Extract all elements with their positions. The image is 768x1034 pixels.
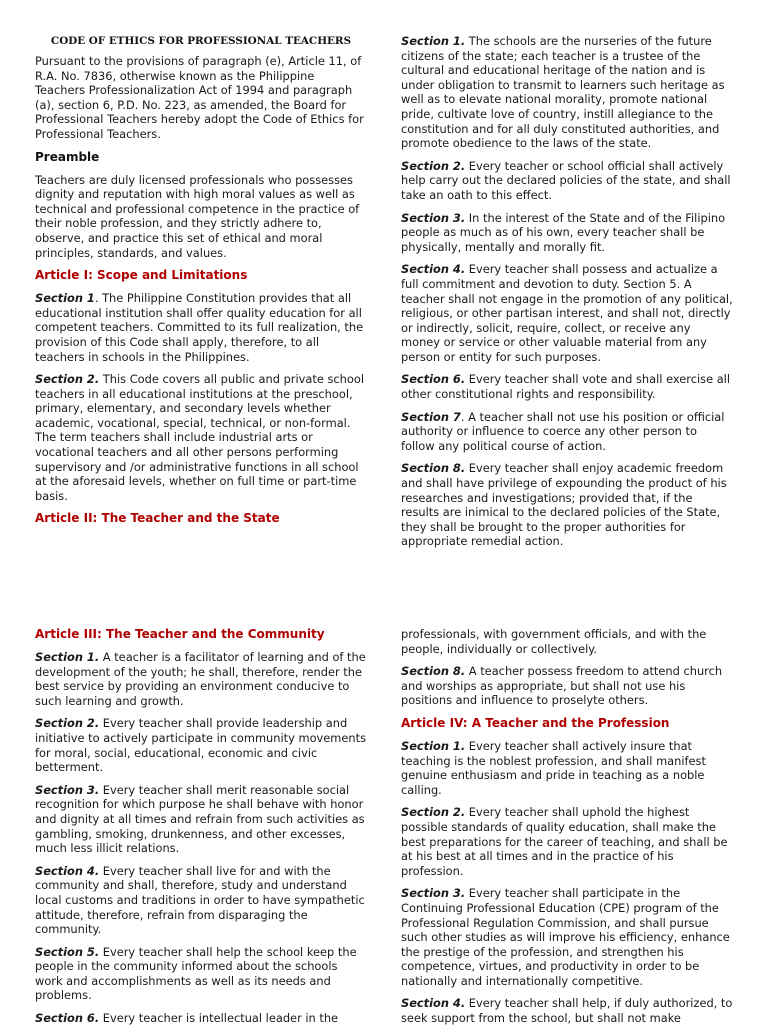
article-3-section-3 (35, 783, 367, 856)
section-text: Every teacher shall provide leadership and initiative to actively participate in community movements for moral, social, educational, economic and civic betterment. (35, 716, 367, 775)
article-1-section-1 (35, 291, 367, 364)
section-label: Section 6. (35, 1011, 100, 1026)
preamble-heading: Preamble (35, 149, 100, 164)
section-label: Section 1 (35, 291, 95, 306)
column-bottom-left (35, 627, 367, 1034)
section-label: Section 7 (401, 409, 461, 424)
article-4-heading: Article IV: A Teacher and the Profession (401, 715, 670, 730)
section-text: In the interest of the State and of the Filipino people as much as of his own, every teacher shall be physically, mentally and morally fit. (401, 210, 726, 254)
article-4-section-3 (401, 886, 733, 988)
column-top-right (401, 34, 733, 557)
article-2-section-8 (401, 461, 733, 549)
section-label: Section 1. (35, 650, 100, 664)
section-label: Section 8. (401, 664, 466, 679)
section-label: Section 4. (35, 863, 100, 878)
section-label: Section 1. (401, 738, 466, 753)
section-text: . A teacher shall not use his position or official authority or influence to coerce any other person to follow any political course of action. (401, 409, 725, 453)
article-4-section-2 (401, 805, 733, 878)
section-text: A teacher is a facilitator of learning and of the development of the youth; he shall, therefore, render the best service by providing an environment conducive to such learning and growth. (35, 650, 366, 708)
section-text: Every teacher shall help the school keep the people in the community informed about the schools work and accomplishments as well as its needs and problems. (35, 944, 357, 1003)
article-3-section-2 (35, 716, 367, 774)
preamble-text: Teachers are duly licensed professionals who possesses dignity and reputation with high moral values as well as technical and professional competence in the practice of their noble profession, and they strictly adhere to, observe, and practice this set of ethical and moral principles, standards, and values. (35, 172, 360, 260)
section-text: Every teacher or school official shall actively help carry out the declared policies of the state, and shall take an oath to this effect. (401, 158, 731, 202)
section-text: Every teacher shall enjoy academic freedom and shall have privilege of expounding the product of his researches and investigations; provided that, if the results are inimical to the declared policies of the State, they shall be brought to the proper authorities for appropriate remedial action. (401, 461, 727, 549)
section-label: Section 3. (35, 782, 100, 797)
article-3-section-1 (35, 650, 367, 708)
article-2-section-2 (401, 159, 733, 203)
article-1-heading: Article I: Scope and Limitations (35, 268, 248, 283)
section-label: Section 4. (401, 262, 466, 277)
article-1-section-2 (35, 372, 367, 503)
article-2-section-1 (401, 34, 733, 151)
section-label: Section 5. (35, 944, 100, 959)
column-top-left (35, 34, 367, 534)
document-title: CODE OF ETHICS FOR PROFESSIONAL TEACHERS (50, 35, 352, 47)
article-3-section-5 (35, 945, 367, 1003)
article-2-heading: Article II: The Teacher and the State (35, 511, 280, 526)
section-text: Every teacher shall actively insure that teaching is the noblest profession, and shall manifest genuine enthusiasm and pride in teaching as a noble calling. (401, 738, 706, 797)
article-4-section-4 (401, 996, 733, 1025)
article-3-continued-text: professionals, with government officials, and with the people, individually or collectively. (401, 627, 707, 656)
section-label: Section 8. (401, 461, 466, 476)
article-2-section-3 (401, 211, 733, 255)
section-text: . The Philippine Constitution provides that all educational institution shall offer quality education for all competent teachers. Committed to its full realization, the provision of this Code shall apply, therefore, to all teachers in schools in the Philippines. (35, 291, 364, 364)
article-3-section-4 (35, 864, 367, 937)
article-2-section-6 (401, 372, 733, 401)
column-bottom-right (401, 627, 733, 1034)
section-text: Every teacher shall possess and actualize a full commitment and devotion to duty. Section 5. A teacher shall not engage in the promotion of any political, religious, or other partisan interest, and shall not, directly or indirectly, solicit, require, collect, or receive any money or service or other valuable material from any person or entity for such purposes. (401, 262, 733, 364)
section-text: A teacher possess freedom to attend church and worships as appropriate, but shall not use his positions and influence to proselyte others. (401, 664, 723, 708)
article-4-section-1 (401, 739, 733, 797)
section-text: Every teacher shall live for and with the community and shall, therefore, study and understand local customs and traditions in order to have sympathetic attitude, therefore, refrain from disparaging the community. (35, 863, 365, 937)
section-text: Every teacher is intellectual leader in the (99, 1011, 339, 1026)
section-label: Section 1. (401, 34, 466, 48)
section-text: Every teacher shall vote and shall exercise all other constitutional rights and responsibility. (401, 372, 731, 402)
section-text: The schools are the nurseries of the future citizens of the state; each teacher is a trustee of the cultural and educational heritage of the nation and is under obligation to transmit to learners such heritage as well as to elevate national morality, promote national pride, cultivate love of country, instill allegiance to the constitution and for all duly constituted authorities, and promote obedience to the laws of the state. (401, 34, 725, 151)
intro-paragraph: Pursuant to the provisions of paragraph (e), Article 11, of R.A. No. 7836, otherwise known as the Philippine Teachers Professionalization Act of 1994 and paragraph (a), section 6, P.D. No. 223, as amended, the Board for Professional Teachers hereby adopt the Code of Ethics for Professional Teachers. (35, 54, 364, 141)
article-2-section-4 (401, 262, 733, 364)
section-text: Every teacher shall participate in the Continuing Professional Education (CPE) program of the Professional Regulation Commission, and shall pursue such other studies as will improve his efficiency, enhance the prestige of the profession, and strengthen his competence, virtues, and productivity in order to be nationally and internationally competitive. (401, 886, 730, 988)
article-3-section-8 (401, 664, 733, 708)
article-3-heading: Article III: The Teacher and the Community (35, 627, 325, 641)
section-label: Section 2. (401, 805, 466, 820)
section-label: Section 2. (401, 158, 466, 173)
section-label: Section 3. (401, 210, 466, 225)
section-label: Section 2. (35, 372, 100, 387)
section-text: Every teacher shall merit reasonable social recognition for which purpose he shall behave with honor and dignity at all times and refrain from such activities as gambling, smoking, drunkenness, and other excesses, much less illicit relations. (35, 782, 365, 856)
section-label: Section 4. (401, 996, 466, 1011)
section-label: Section 3. (401, 886, 466, 901)
article-2-section-7 (401, 410, 733, 454)
section-text: Every teacher shall uphold the highest possible standards of quality education, shall make the best preparations for the career of teaching, and shall be at his best at all times and in the practice of his profession. (401, 805, 728, 878)
section-label: Section 2. (35, 716, 100, 731)
article-3-section-6 (35, 1011, 367, 1026)
section-text: Every teacher shall help, if duly authorized, to seek support from the school, but shall not make (401, 996, 733, 1026)
section-label: Section 6. (401, 372, 466, 387)
section-text: This Code covers all public and private school teachers in all educational institutions at the preschool, primary, elementary, and secondary levels whether academic, vocational, special, technical, or non-formal. The term teachers shall include industrial arts or vocational teachers and all other persons performing supervisory and /or administrative functions in all school at the aforesaid levels, whether on full time or part-time basis. (35, 372, 364, 503)
